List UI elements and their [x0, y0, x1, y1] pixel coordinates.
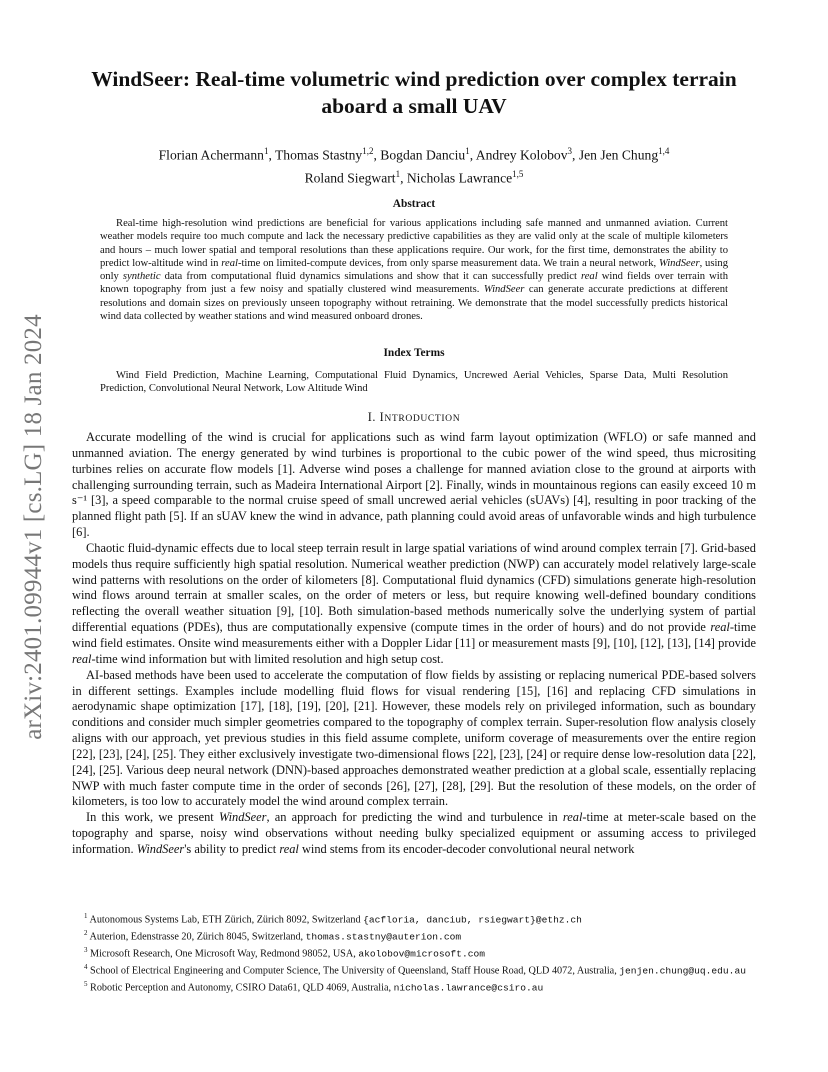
author-affiliation: 3 — [567, 146, 573, 156]
footnote-number: 5 — [84, 979, 88, 988]
emphasis: WindSeer — [483, 284, 525, 296]
author-name: Roland Siegwart — [304, 170, 396, 186]
author-name: Bogdan Danciu — [380, 147, 466, 163]
footnote-number: 3 — [84, 945, 88, 954]
footnote-email: thomas.stastny@auterion.com — [305, 931, 462, 943]
title-line-1: WindSeer: Real-time volumetric wind prediction over complex terrain — [91, 67, 737, 91]
intro-paragraph: In this work, we present WindSeer, an approach for predicting the wind and turbulence in real-time at meter-scale based on the topography and sparse, noisy wind observations without needing bulky specialized equipment or assuming access to privileged information. WindSeer's ability to predict real wind stems from its encoder-decoder convolutional neural network — [72, 810, 756, 856]
footnote: $^4$ School of Electrical Engineering and Computer Science, The University of Queensland, Staff House Road, QLD 4072, Australia, jenjen.chung@uq.edu.au — [84, 962, 746, 977]
index-terms-heading: Index Terms — [383, 347, 445, 359]
footnote: $^3$ Microsoft Research, One Microsoft Way, Redmond 98052, USA, akolobov@microsoft.com — [84, 945, 485, 960]
abstract-heading: Abstract — [392, 198, 436, 210]
author-name: Thomas Stastny — [275, 147, 363, 163]
emphasis: real — [279, 841, 299, 856]
footnote-email: jenjen.chung@uq.edu.au — [619, 965, 746, 977]
emphasis: synthetic — [122, 271, 161, 283]
emphasis: WindSeer — [658, 257, 700, 269]
author-affiliation: 1,5 — [512, 168, 524, 179]
author-affiliation: 1,4 — [658, 146, 670, 156]
footnote-number: 2 — [84, 928, 88, 937]
emphasis: real — [581, 271, 598, 283]
author-affiliation: 1 — [395, 168, 401, 179]
authors-line-1: Florian Achermann$^1$, Thomas Stastny$^{1,2}$, Bogdan Danciu$^1$, Andrey Kolobov$^3$, Jen Jen Chung$^{1,4}$ — [158, 146, 670, 163]
author-list — [72, 142, 756, 187]
emphasis: real — [710, 620, 730, 635]
author-name: Florian Achermann — [158, 147, 264, 163]
footnote: $^5$ Robotic Perception and Autonomy, CSIRO Data61, QLD 4069, Australia, nicholas.lawrance@csiro.au — [84, 979, 544, 993]
footnote: $^1$ Autonomous Systems Lab, ETH Zürich, Zürich 8092, Switzerland {acfloria, danciub, rsiegwart}@ethz.ch — [84, 912, 582, 926]
emphasis: WindSeer — [218, 810, 267, 825]
author-affiliation: 1,2 — [362, 146, 374, 156]
title-line-2: aboard a small UAV — [321, 94, 507, 118]
index-terms-text: Wind Field Prediction, Machine Learning, Computational Fluid Dynamics, Uncrewed Aerial Vehicles, Sparse Data, Multi Resolution Prediction, Convolutional Neural Network, Low Altitude Wind — [100, 370, 728, 395]
footnote-email: akolobov@microsoft.com — [358, 948, 485, 960]
footnote-email: nicholas.lawrance@csiro.au — [393, 981, 544, 993]
footnote-email: {acfloria, danciub, rsiegwart}@ethz.ch — [363, 914, 582, 926]
intro-paragraph: AI-based methods have been used to accelerate the computation of flow fields by assisting or replacing numerical PDE-based solvers in different settings. Examples include modelling fluid flows for visual rendering [15], [16] and replacing CFD simulations in aerodynamic shape optimization [17], [18], [19], [20], [21]. However, these models rely on privileged information, such as boundary conditions and consider much simpler geometries compared to the topography of complex terrain. Super-resolution flow analysis closely aligns with our approach, yet previous studies in this field assume complete, uniform coverage of measurements over the entire region [22], [23], [24], [25]. They either exclusively investigate two-dimensional flows [22], [23], [24] or require dense low-resolution data [22], [24], [25]. Various deep neural network (DNN)-based approaches demonstrated weather prediction at a global scale, essentially replacing NWP with much faster compute time in the order of seconds [26], [27], [28], [29]. But the resolution of these models, on the order of kilometers, is too low to accurately model the wind around complex terrain. — [72, 667, 756, 809]
author-name: Andrey Kolobov — [475, 147, 568, 163]
authors-line-2: Roland Siegwart$^1$, Nicholas Lawrance$^{1,5}$ — [304, 168, 524, 186]
arxiv-identifier: arXiv:2401.09944v1 [cs.LG] 18 Jan 2024 — [20, 314, 47, 740]
emphasis: real — [562, 810, 583, 825]
emphasis: WindSeer — [136, 841, 185, 856]
section-heading-smallcaps: NTRODUCTION — [384, 413, 461, 424]
abstract-text: Real-time high-resolution wind predictions are beneficial for various applications including safe manned and unmanned aviation. Current weather models require too much compute and lack the necessary predictive capabilities as they are valid only at the scale of multiple kilometers and hours – much lower spatial and temporal resolutions than these applications require. Our work, for the first time, demonstrates the ability to predict low-altitude wind in real-time on limited-compute devices, from only sparse measurement data. We train a neural network, WindSeer, using only synthetic data from computational fluid dynamics simulations and show that it can successfully predict real wind fields over terrain with known topography from just a few noisy and spatially clustered wind measurements. WindSeer can generate accurate predictions at different resolutions and domain sizes on previously unseen topography without retraining. We demonstrate that the model successfully predicts historical wind data collected by weather stations and wind measured onboard drones. — [100, 218, 728, 323]
emphasis: real — [72, 651, 92, 666]
author-affiliation: 1 — [263, 146, 269, 156]
affiliation-footnotes — [72, 910, 756, 994]
paper-page — [72, 0, 756, 1072]
arxiv-sidebar — [14, 292, 54, 762]
section-heading: I. INTRODUCTION — [367, 410, 461, 424]
intro-paragraph: Accurate modelling of the wind is crucial for applications such as wind farm layout optimization (WFLO) or safe manned and unmanned aviation. The energy generated by wind turbines is proportional to the cubic power of the wind speed, thus micrositing turbines relies on accurate flow models [1]. Adverse wind poses a challenge for manned aviation close to the ground at airports with challenging surrounding terrain, such as Madeira International Airport [2]. Finally, winds in mountainous regions can easily exceed 10 m s⁻¹ [3], a speed comparable to the normal cruise speed of small uncrewed aerial vehicles (sUAVs) [4], resulting in poor tracking of the planned flight path [5]. If an sUAV knew the wind in advance, path planning could avoid areas of unfavorable winds and high turbulence [6]. — [72, 430, 756, 540]
footnote-number: 4 — [84, 962, 88, 971]
paper-title — [72, 66, 756, 120]
footnote: $^2$ Auterion, Edenstrasse 20, Zürich 8045, Switzerland, thomas.stastny@auterion.com — [84, 928, 462, 943]
author-name: Nicholas Lawrance — [406, 170, 513, 186]
author-affiliation: 1 — [465, 146, 470, 156]
emphasis: real — [221, 257, 238, 269]
intro-paragraph: Chaotic fluid-dynamic effects due to local steep terrain result in large spatial variations of wind around complex terrain [7]. Grid-based models thus require sufficiently high spatial resolution. Numerical weather prediction (NWP) can accurately model relatively large-scale wind patterns with resolutions on the order of kilometers [8]. Computational fluid dynamics (CFD) simulations generate high-resolution wind flows around terrain at smaller scales, on the order of meters or less, but require knowing well-defined boundary conditions reflecting the overall weather situation [9], [10]. Both simulation-based methods numerically solve the underlying system of partial differential equations (PDEs), thus are computationally expensive (compute times in the order of hours) and do not provide real-time wind field estimates. Onsite wind measurements either with a Doppler Lidar [11] or measurement masts [9], [10], [12], [13], [14] provide real-time wind information but with limited resolution and high setup cost. — [72, 540, 756, 666]
introduction-body — [72, 430, 756, 858]
footnote-number: 1 — [84, 912, 88, 920]
author-name: Jen Jen Chung — [578, 147, 659, 163]
